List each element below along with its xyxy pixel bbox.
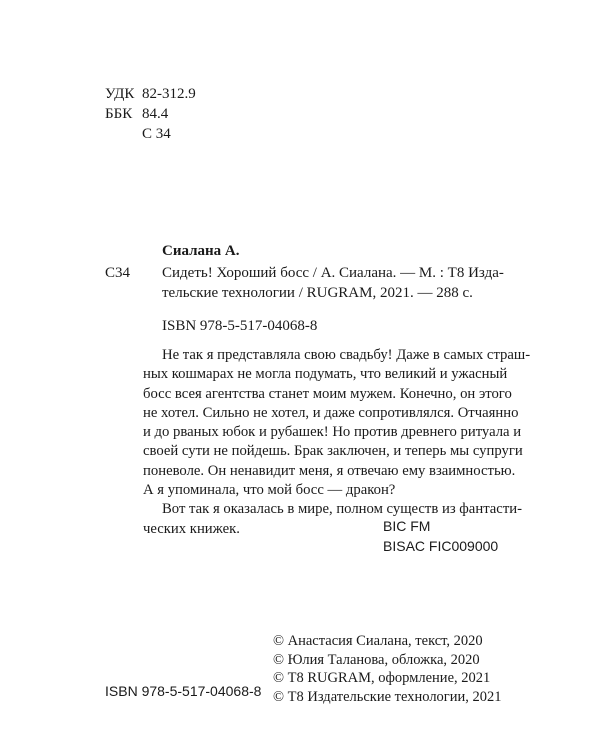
annotation-line: босс всея агентства станет моим мужем. Конечно, он этого <box>143 385 512 402</box>
bibliographic-line: Сидеть! Хороший босс / А. Сиалана. — М. : Т8 Изда- <box>162 265 504 281</box>
bbk-row <box>105 104 196 124</box>
annotation-line: А я упоминала, что мой босс — дракон? <box>143 482 396 499</box>
isbn-footer: ISBN 978-5-517-04068-8 <box>105 683 262 699</box>
udk-value: 82-312.9 <box>142 86 196 102</box>
udk-row <box>105 84 196 104</box>
bbk-label: ББК <box>105 106 133 122</box>
annotation-line: и до рваных юбок и рубашек! Но против древнего ритуала и <box>143 424 522 441</box>
annotation-line: Не так я представляла свою свадьбу! Даже в самых страш- <box>162 347 531 363</box>
copyright-block <box>273 632 502 706</box>
author-mark-row <box>105 124 196 144</box>
annotation-line: поневоле. Он ненавидит меня, я отвечаю ему взаимностью. <box>143 462 516 479</box>
annotation-line: своей сути не пойдешь. Брак заключен, и теперь мы супруги <box>143 443 523 460</box>
udk-label: УДК <box>105 86 135 102</box>
author-code: С34 <box>105 265 131 281</box>
annotation-line: ных кошмарах не могла подумать, что великий и ужасный <box>143 366 508 383</box>
annotation-line: Вот так я оказалась в мире, полном существ из фантасти- <box>162 501 522 518</box>
annotation-line: не хотел. Сильно не хотел, и даже сопротивлялся. Отчаянно <box>143 404 519 421</box>
bisac-code: BISAC FIC009000 <box>383 538 499 554</box>
bibliographic-line: тельские технологии / RUGRAM, 2021. — 288 с. <box>162 285 473 301</box>
copyright-line: © Т8 RUGRAM, оформление, 2021 <box>273 670 491 686</box>
annotation-line: ческих книжек. <box>143 520 240 537</box>
subject-codes <box>383 516 498 556</box>
isbn-entry: ISBN 978-5-517-04068-8 <box>162 318 318 334</box>
copyright-line: © Юлия Таланова, обложка, 2020 <box>273 651 480 668</box>
copyright-line: © Анастасия Сиалана, текст, 2020 <box>273 633 483 649</box>
copyright-line: © Т8 Издательские технологии, 2021 <box>273 688 502 705</box>
annotation <box>143 346 531 539</box>
bibliographic-description <box>162 263 504 303</box>
author-heading: Сиалана А. <box>162 243 240 259</box>
bic-code: BIC FM <box>383 518 431 534</box>
bbk-value: 84.4 <box>142 106 169 122</box>
author-mark: С 34 <box>142 126 171 142</box>
classification-block <box>105 84 196 144</box>
